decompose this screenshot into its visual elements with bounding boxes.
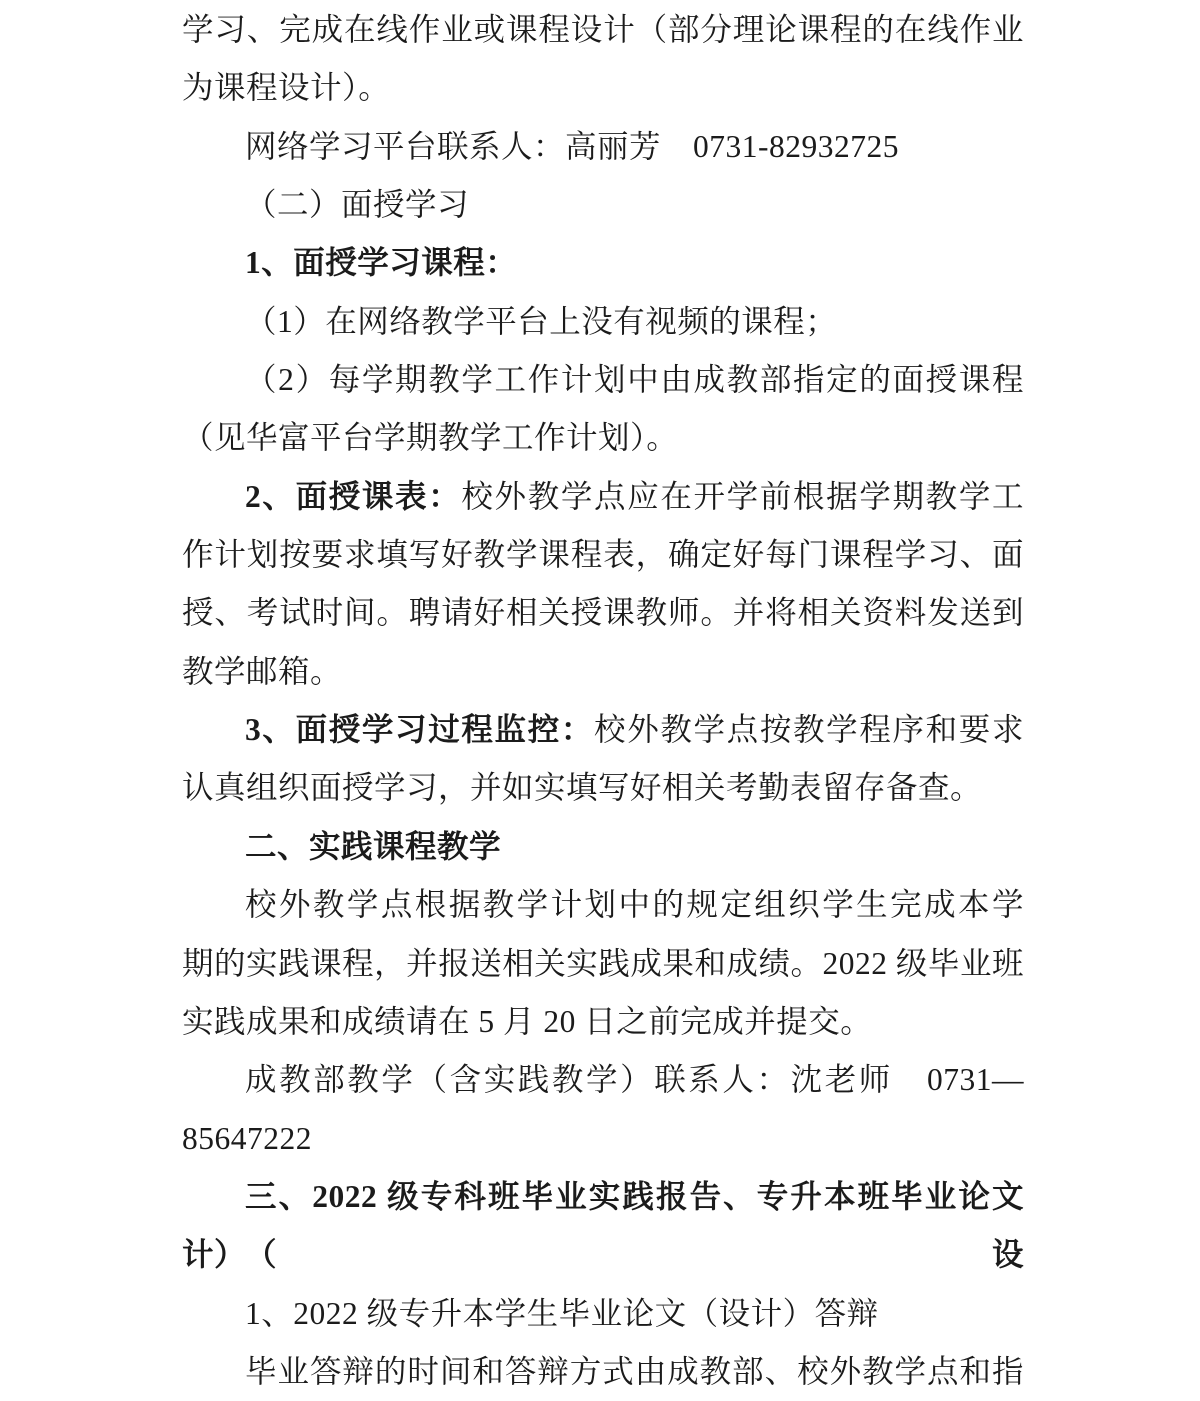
line-text-bold: 2、面授课表： (245, 478, 462, 514)
line-text: 为课程设计）。 (182, 70, 391, 106)
line-text: 85647222 (182, 1120, 312, 1156)
line-text: 认真组织面授学习，并如实填写好相关考勤表留存备查。 (182, 770, 983, 806)
doc-line (182, 1343, 1024, 1401)
doc-line (182, 409, 1024, 467)
line-text: 教学邮箱。 (182, 653, 343, 689)
item-heading-thesis-defense (182, 1285, 1024, 1343)
line-text-bold: 三、2022 级专科班毕业实践报告、专升本班毕业论文（设 (245, 1178, 1024, 1273)
doc-line (182, 935, 1024, 993)
subsection-heading-face-to-face (182, 176, 1024, 234)
doc-line (182, 59, 1024, 117)
line-text: 作计划按要求填写好教学课程表，确定好每门课程学习、面 (182, 537, 1024, 573)
line-text: 学习、完成在线作业或课程设计（部分理论课程的在线作业 (182, 12, 1024, 47)
line-text-bold: 二、实践课程教学 (245, 828, 502, 864)
doc-line (182, 643, 1024, 701)
line-text: 授、考试时间。聘请好相关授课教师。并将相关资料发送到 (182, 595, 1024, 631)
line-text-bold: 3、面授学习过程监控： (245, 712, 595, 748)
contact-line-network-platform (182, 118, 1024, 176)
line-text: 网络学习平台联系人：高丽芳 0731-82932725 (245, 128, 899, 164)
doc-line (182, 759, 1024, 817)
contact-line-adult-education (182, 1051, 1024, 1109)
line-text: 1、2022 级专升本学生毕业论文（设计）答辩 (245, 1295, 879, 1331)
line-text: 成教部教学（含实践教学）联系人：沈老师 0731— (245, 1062, 1024, 1098)
doc-line (182, 876, 1024, 934)
document-body (182, 1, 1024, 1401)
doc-line (182, 993, 1024, 1051)
line-text: 毕业答辩的时间和答辩方式由成教部、校外教学点和指 (245, 1353, 1024, 1389)
line-text: （见华富平台学期教学工作计划）。 (182, 420, 679, 456)
line-text-bold: 计） (182, 1237, 247, 1273)
phone-number-continuation (182, 1110, 1024, 1168)
line-text: （2）每学期教学工作计划中由成教部指定的面授课程 (245, 362, 1024, 398)
line-text: （1）在网络教学平台上没有视频的课程； (245, 303, 838, 339)
item-heading-3-monitoring (182, 701, 1024, 759)
item-heading-2-schedule (182, 468, 1024, 526)
line-text: 校外教学点按教学程序和要求 (594, 712, 1024, 748)
doc-line (182, 584, 1024, 642)
line-text: 期的实践课程，并报送相关实践成果和成绩。2022 级毕业班 (182, 945, 1024, 981)
line-text: 实践成果和成绩请在 5 月 20 日之前完成并提交。 (182, 1003, 873, 1039)
doc-line (182, 293, 1024, 351)
line-text-bold: 1、面授学习课程： (245, 245, 518, 281)
doc-line (182, 526, 1024, 584)
section-heading-practice-teaching (182, 818, 1024, 876)
line-text: 校外教学点应在开学前根据学期教学工 (461, 478, 1024, 514)
doc-line (182, 351, 1024, 409)
line-text: （二）面授学习 (245, 187, 470, 223)
item-heading-1-courses (182, 234, 1024, 292)
doc-line (182, 1, 1024, 59)
section-heading-graduation-thesis (182, 1168, 1024, 1273)
line-text: 校外教学点根据教学计划中的规定组织学生完成本学 (245, 887, 1024, 923)
